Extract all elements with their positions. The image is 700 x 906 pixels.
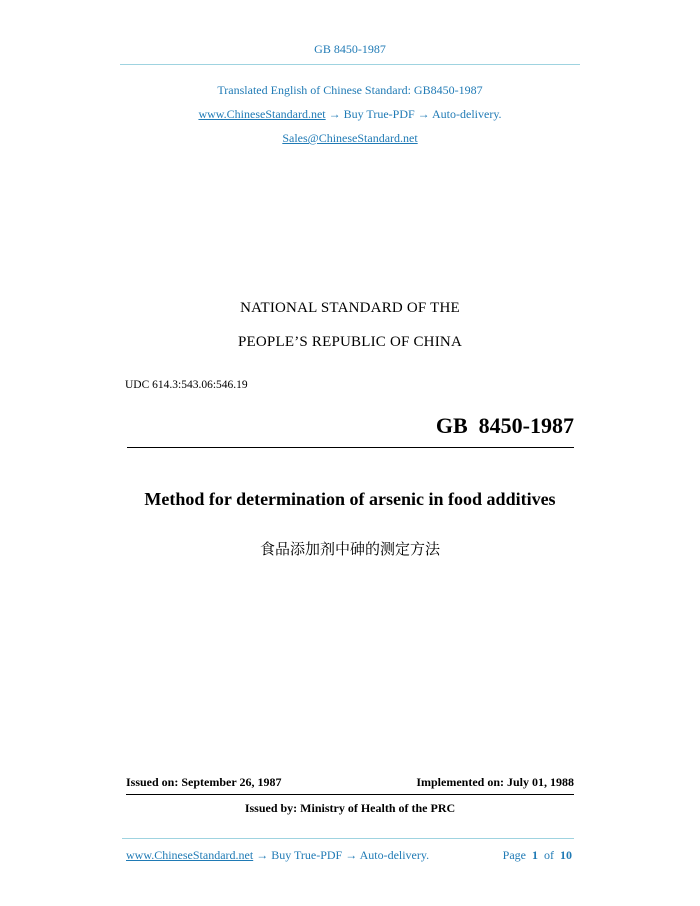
- footer-purchase-text: → Buy True-PDF → Auto-delivery.: [253, 848, 430, 862]
- page-of: of: [544, 848, 554, 862]
- page-label: Page: [502, 848, 526, 862]
- document-title-english: Method for determination of arsenic in food additives: [144, 489, 556, 509]
- email-link[interactable]: Sales@ChineseStandard.net: [282, 131, 418, 145]
- standard-number: [436, 413, 574, 439]
- issued-on-date: Issued on: September 26, 1987: [126, 775, 282, 789]
- header-rule: [120, 64, 580, 65]
- udc-code: UDC 614.3:543.06:546.19: [125, 379, 248, 391]
- implemented-on-date: Implemented on: July 01, 1988: [416, 775, 574, 789]
- notice-line: Translated English of Chinese Standard: GB8450-1987: [217, 83, 483, 97]
- footer-purchase-line: [126, 848, 429, 863]
- translation-notice: [0, 78, 700, 150]
- page-indicator: [503, 848, 572, 863]
- standard-heading-line-1: NATIONAL STANDARD OF THE: [240, 300, 460, 316]
- standard-heading-line-2: PEOPLE’S REPUBLIC OF CHINA: [238, 334, 462, 350]
- page-total: 10: [560, 848, 572, 862]
- title-rule: [127, 447, 574, 448]
- notice-purchase-line: [0, 102, 700, 126]
- standard-number-text: GB 8450-1987: [435, 413, 574, 438]
- dates-rule: [126, 794, 574, 795]
- footer-site-link[interactable]: www.ChineseStandard.net: [126, 848, 254, 862]
- site-link[interactable]: www.ChineseStandard.net: [198, 107, 326, 121]
- issuing-authority: Issued by: Ministry of Health of the PRC: [244, 801, 456, 815]
- page-current: 1: [532, 848, 538, 862]
- notice-email-line: [0, 126, 700, 150]
- document-title-chinese: 食品添加剂中砷的测定方法: [259, 540, 440, 558]
- running-header: GB 8450-1987: [314, 42, 386, 56]
- notice-purchase-text: → Buy True-PDF → Auto-delivery.: [325, 107, 502, 121]
- footer-rule: [122, 838, 574, 839]
